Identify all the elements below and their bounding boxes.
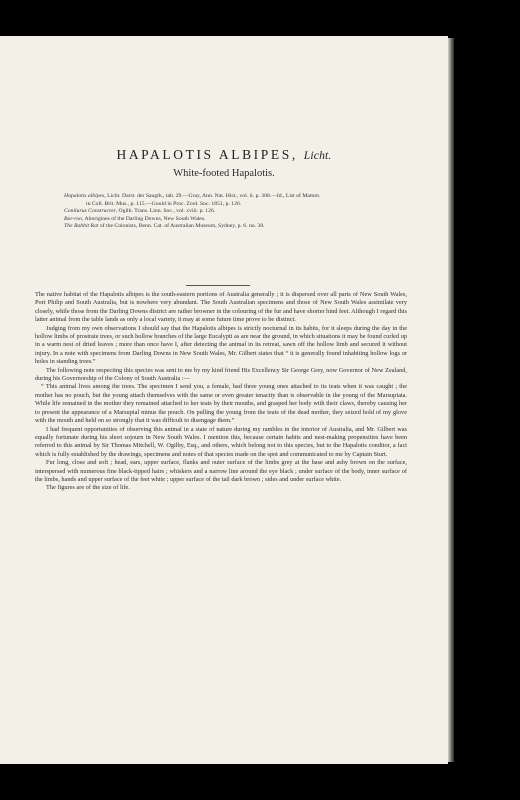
body-text bbox=[35, 291, 407, 493]
species-name: HAPALOTIS ALBIPES, bbox=[116, 147, 298, 162]
paragraph: The following note respecting this species was sent to me by my kind friend His Excellency Sir George Grey, now Governor of New Zealand, during his Governorship of the Colony of South Australia :— bbox=[35, 366, 407, 383]
synonymy-list bbox=[64, 193, 404, 231]
page-edge bbox=[448, 38, 454, 762]
synonymy-entry: in Coll. Brit. Mus., p. 115.—Gould in Proc. Zool. Soc. 1851, p. 126. bbox=[86, 200, 242, 207]
page-title bbox=[0, 147, 448, 163]
paragraph: The native habitat of the Hapalotis albipes is the south-eastern portions of Australia generally ; it is dispersed over all parts of New South Wales, Port Philip and South Australia, but is nowhere very abundant. The South Australian specimens and those of New South Wales assimilate very closely, while those from the Darling Downs district are rather browner in the colouring of the fur and have shorter hind feet. Although I regard this latter animal from the table lands as only a local variety, it may at some future time prove to be distinct. bbox=[35, 291, 407, 324]
paragraph: The figures are of the size of life. bbox=[46, 484, 130, 492]
synonymy-entry: Bar-roo, Aborigines of the Darling Downs, New South Wales. bbox=[64, 215, 206, 222]
species-author: Licht. bbox=[303, 150, 332, 162]
divider-rule bbox=[186, 285, 250, 286]
synonymy-entry: Hapalotis albipes, Licht. Darst. der Saugth., tab. 29.—Gray, Ann. Nat. Hist., vol. ii. p. 308.—Id., List of Mamm. bbox=[64, 193, 321, 199]
synonymy-entry: Conilurus Constructor, Ogilb. Trans. Linn. Soc., vol. xviii. p. 126. bbox=[64, 208, 216, 215]
paragraph: Judging from my own observations I should say that the Hapalotis albipes is strictly nocturnal in its habits, for it sleeps during the day in the hollow limbs of prostrate trees, or such hollow branches of the large Eucalypti as are near the ground, in which situations it may be found curled up in a warm nest of dried leaves ; more than once have I, after detecting the animal in its retreat, sawn off the hollow limb and secured it without injury. In a note with specimens from Darling Downs in New South Wales, Mr. Gilbert states that “ it is generally found inhabiting hollow logs or holes in standing trees.” bbox=[35, 324, 407, 366]
paragraph: Fur long, close and soft ; head, ears, upper surface, flanks and outer surface of the limbs grey at the base and ashy brown on the surface, interspersed with numerous fine black-tipped hairs ; whiskers and a narrow line around the eye black ; under surface of the body, inner surface of the limbs, hands and upper surface of the feet white ; upper surface of the tail dark brown ; sides and under surface white. bbox=[35, 459, 407, 483]
paragraph: “ This animal lives among the trees. The specimen I send you, a female, had three young ones attached to its teats when it was caught ; the mother has no pouch, but the young attach themselves with the same or even greater tenacity than is observable in the young of the Marsupiata. While life remained in the mother they remained attached to her teats by their mouths, and grasped her body with their claws, thereby causing her to present the appearance of a Marsupial minus the pouch. On pulling the young from the teats of the dead mother, they seized hold of my glove with the mouth and held on so strongly that it was difficult to disengage them.” bbox=[35, 383, 407, 425]
common-name: White-footed Hapalotis. bbox=[173, 168, 275, 179]
synonymy-entry: The Rabbit Rat of the Colonists, Benn. Cat. of Australian Museum, Sydney, p. 6. no. 30. bbox=[64, 223, 265, 230]
paragraph: I had frequent opportunities of observing this animal in a state of nature during my rambles in the interior of Australia, and Mr. Gilbert was equally fortunate during his short sojourn in New South Wales. I mention this, because certain habits and nest-making propensities have been referred to this animal by Sir Thomas Mitchell, W. Ogilby, Esq., and others, which belong not to this species, but to the Hapalotis conditor, a fact which is fully established by the drawings, specimens and notes of that species made on the spot and communicated to me by Captain Sturt. bbox=[35, 425, 407, 458]
